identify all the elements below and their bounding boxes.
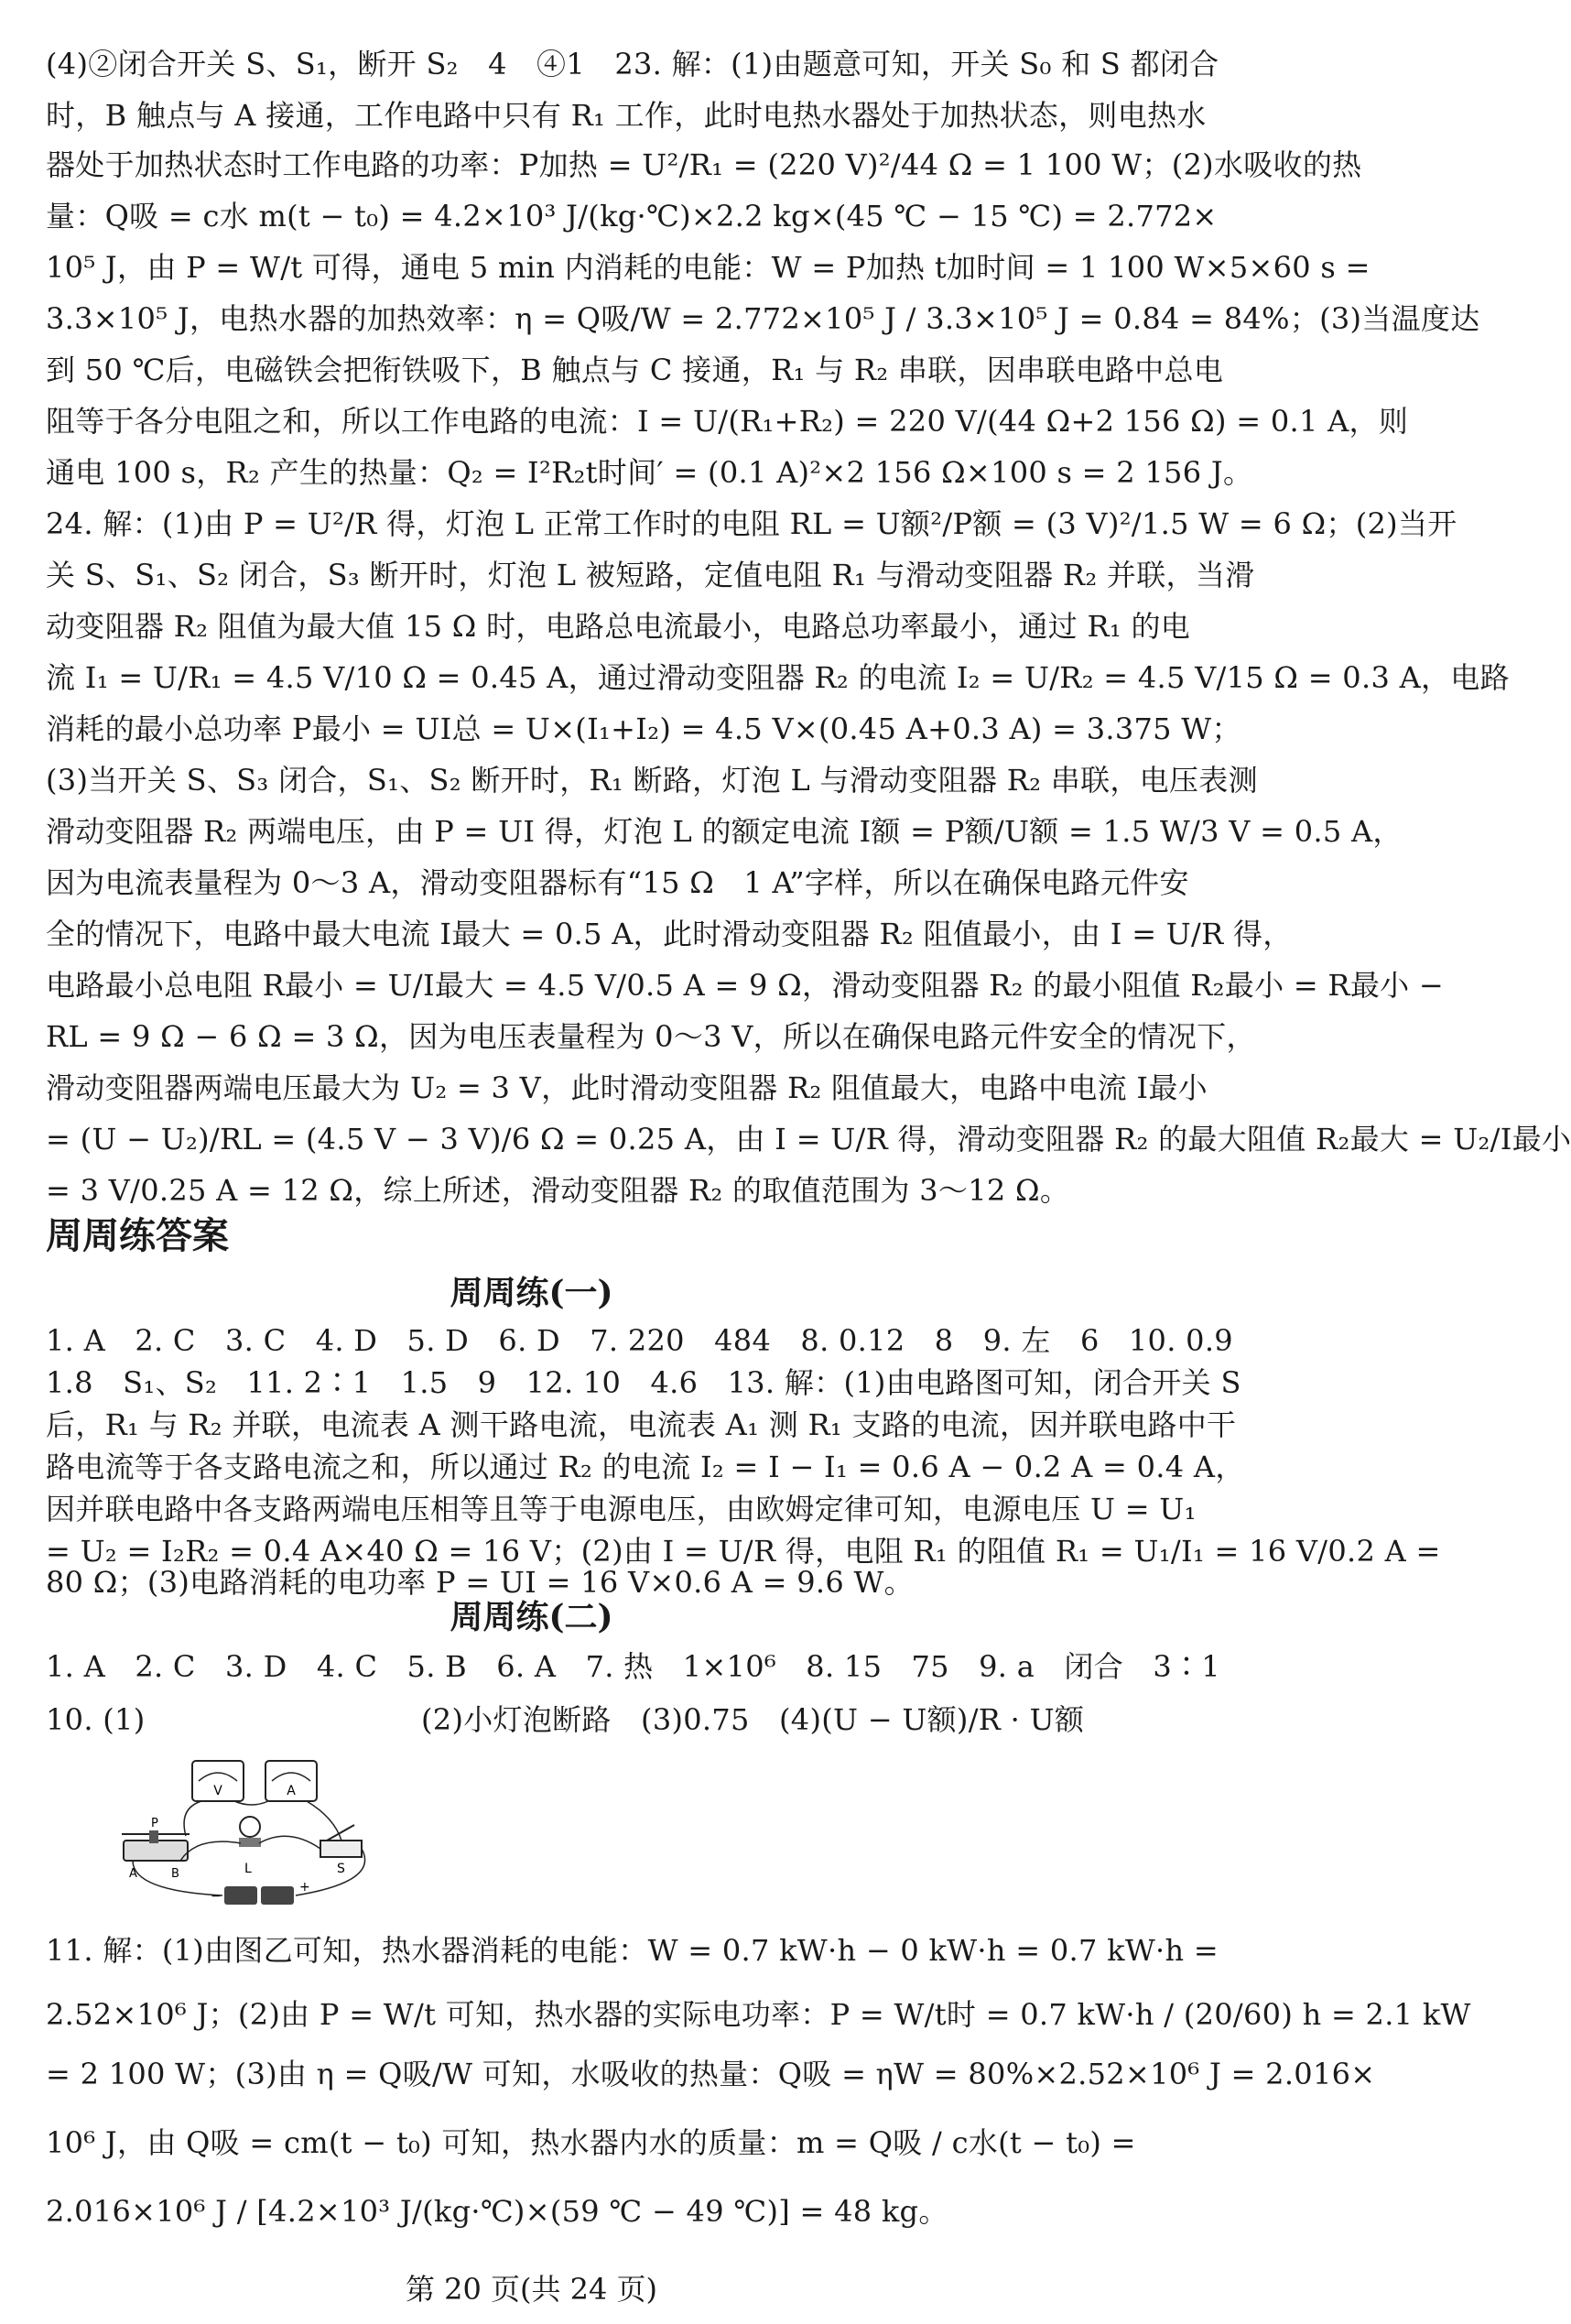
text-line: 80 Ω；(3)电路消耗的电功率 P = UI = 16 V×0.6 A = 9.6 W。 [46, 1565, 914, 1600]
slider-label: P [151, 1817, 158, 1830]
text-line: 2.52×10⁶ J；(2)由 P = W/t 可知，热水器的实际电功率：P = W/t时 = 0.7 kW·h / (20/60) h = 2.1 kW [46, 1997, 1471, 2032]
terminal-b-label: B [171, 1867, 179, 1881]
text-line: 3.3×10⁵ J，电热水器的加热效率：η = Q吸/W = 2.772×10⁵ J / 3.3×10⁵ J = 0.84 = 84%；(3)当温度达 [46, 301, 1480, 336]
terminal-a-label: A [129, 1867, 137, 1881]
q10-answers: (2)小灯泡断路 (3)0.75 (4)(U − U额)/R · U额 [421, 1702, 1085, 1737]
text-line: 后，R₁ 与 R₂ 并联，电流表 A 测干路电流，电流表 A₁ 测 R₁ 支路的电流，因并联电路中干 [46, 1407, 1237, 1442]
text-line: = 3 V/0.25 A = 12 Ω，综上所述，滑动变阻器 R₂ 的取值范围为 3～12 Ω。 [46, 1173, 1070, 1208]
week2-title: 周周练(二) [450, 1598, 613, 1636]
text-line: 滑动变阻器两端电压最大为 U₂ = 3 V，此时滑动变阻器 R₂ 阻值最大，电路中电流 I最小 [46, 1070, 1208, 1105]
text-line: = U₂ = I₂R₂ = 0.4 A×40 Ω = 16 V；(2)由 I = U/R 得，电阻 R₁ 的阻值 R₁ = U₁/I₁ = 16 V/0.2 A = [46, 1534, 1441, 1569]
text-line: 器处于加热状态时工作电路的功率：P加热 = U²/R₁ = (220 V)²/44 Ω = 1 100 W；(2)水吸收的热 [46, 147, 1362, 182]
rheostat-icon [122, 1817, 190, 1881]
text-line: 阻等于各分电阻之和，所以工作电路的电流：I = U/(R₁+R₂) = 220 V/(44 Ω+2 156 Ω) = 0.1 A，则 [46, 404, 1409, 439]
text-line: 关 S、S₁、S₂ 闭合，S₃ 断开时，灯泡 L 被短路，定值电阻 R₁ 与滑动变阻器 R₂ 并联，当滑 [46, 558, 1255, 592]
battery-plus: + [299, 1880, 310, 1895]
battery-icon [211, 1880, 310, 1905]
text-line: 24. 解：(1)由 P = U²/R 得，灯泡 L 正常工作时的电阻 RL = U额²/P额 = (3 V)²/1.5 W = 6 Ω；(2)当开 [46, 506, 1457, 541]
text-line: 消耗的最小总功率 P最小 = UI总 = U×(I₁+I₂) = 4.5 V×(0.45 A+0.3 A) = 3.375 W； [46, 711, 1241, 746]
section-title: 周周练答案 [46, 1215, 229, 1257]
text-line: 流 I₁ = U/R₁ = 4.5 V/10 Ω = 0.45 A，通过滑动变阻器 R₂ 的电流 I₂ = U/R₂ = 4.5 V/15 Ω = 0.3 A，电路 [46, 660, 1510, 695]
ammeter-label: A [287, 1784, 296, 1798]
text-line: (4)②闭合开关 S、S₁，断开 S₂ 4 ④1 23. 解：(1)由题意可知，开关 S₀ 和 S 都闭合 [46, 47, 1219, 81]
lamp-label: L [244, 1862, 252, 1876]
week1-title: 周周练(一) [450, 1274, 613, 1312]
text-line: 1. A 2. C 3. C 4. D 5. D 6. D 7. 220 484 8. 0.12 8 9. 左 6 10. 0.9 [46, 1323, 1233, 1358]
text-line: 通电 100 s，R₂ 产生的热量：Q₂ = I²R₂t时间′ = (0.1 A)²×2 156 Ω×100 s = 2 156 J。 [46, 455, 1253, 490]
text-line: = (U − U₂)/RL = (4.5 V − 3 V)/6 Ω = 0.25 A，由 I = U/R 得，滑动变阻器 R₂ 的最大阻值 R₂最大 = U₂/I最小 [46, 1122, 1571, 1157]
voltmeter-icon [192, 1761, 244, 1801]
battery-minus: − [211, 1889, 222, 1904]
ammeter-icon [265, 1761, 317, 1801]
text-line: 到 50 ℃后，电磁铁会把衔铁吸下，B 触点与 C 接通，R₁ 与 R₂ 串联，因串联电路中总电 [46, 353, 1224, 387]
text-line: 10⁶ J，由 Q吸 = cm(t − t₀) 可知，热水器内水的质量：m = Q吸 / c水(t − t₀) = [46, 2125, 1136, 2160]
text-line: 11. 解：(1)由图乙可知，热水器消耗的电能：W = 0.7 kW·h − 0 kW·h = 0.7 kW·h = [46, 1933, 1219, 1968]
lamp-icon [239, 1817, 261, 1876]
voltmeter-label: V [213, 1784, 222, 1798]
text-line: 量：Q吸 = c水 m(t − t₀) = 4.2×10³ J/(kg·℃)×2.2 kg×(45 ℃ − 15 ℃) = 2.772× [46, 199, 1218, 233]
text-line: 路电流等于各支路电流之和，所以通过 R₂ 的电流 I₂ = I − I₁ = 0.6 A − 0.2 A = 0.4 A， [46, 1450, 1245, 1484]
text-line: 2.016×10⁶ J / [4.2×10³ J/(kg·℃)×(59 ℃ − 49 ℃)] = 48 kg。 [46, 2194, 948, 2229]
text-line: 滑动变阻器 R₂ 两端电压，由 P = UI 得，灯泡 L 的额定电流 I额 = P额/U额 = 1.5 W/3 V = 0.5 A， [46, 814, 1403, 849]
week2-answer-line: 1. A 2. C 3. D 4. C 5. B 6. A 7. 热 1×10⁶ 8. 15 75 9. a 闭合 3∶1 [46, 1649, 1220, 1684]
text-line: 1.8 S₁、S₂ 11. 2∶1 1.5 9 12. 10 4.6 13. 解：(1)由电路图可知，闭合开关 S [46, 1365, 1241, 1400]
text-line: = 2 100 W；(3)由 η = Q吸/W 可知，水吸收的热量：Q吸 = ηW = 80%×2.52×10⁶ J = 2.016× [46, 2057, 1376, 2091]
text-line: RL = 9 Ω − 6 Ω = 3 Ω，因为电压表量程为 0～3 V，所以在确保电路元件安全的情况下， [46, 1019, 1256, 1054]
text-line: 电路最小总电阻 R最小 = U/I最大 = 4.5 V/0.5 A = 9 Ω，滑动变阻器 R₂ 的最小阻值 R₂最小 = R最小 − [46, 968, 1445, 1003]
page-footer: 第 20 页(共 24 页) [405, 2272, 658, 2307]
switch-icon [320, 1825, 362, 1876]
text-line: 动变阻器 R₂ 阻值为最大值 15 Ω 时，电路总电流最小，电路总功率最小，通过 R₁ 的电 [46, 609, 1191, 644]
text-line: 时，B 触点与 A 接通，工作电路中只有 R₁ 工作，此时电热水器处于加热状态，则电热水 [46, 98, 1207, 133]
text-line: (3)当开关 S、S₃ 闭合，S₁、S₂ 断开时，R₁ 断路，灯泡 L 与滑动变阻器 R₂ 串联，电压表测 [46, 763, 1258, 798]
text-line: 10⁵ J，由 P = W/t 可得，通电 5 min 内消耗的电能：W = P加热 t加时间 = 1 100 W×5×60 s = [46, 250, 1371, 285]
circuit-diagram [114, 1754, 389, 1918]
switch-label: S [337, 1862, 345, 1876]
text-line: 全的情况下，电路中最大电流 I最大 = 0.5 A，此时滑动变阻器 R₂ 阻值最小，由 I = U/R 得， [46, 917, 1293, 951]
q10-label: 10. (1) [46, 1702, 146, 1737]
text-line: 因并联电路中各支路两端电压相等且等于电源电压，由欧姆定律可知，电源电压 U = U₁ [46, 1492, 1197, 1526]
text-line: 因为电流表量程为 0～3 A，滑动变阻器标有“15 Ω 1 A”字样，所以在确保电路元件安 [46, 865, 1189, 900]
